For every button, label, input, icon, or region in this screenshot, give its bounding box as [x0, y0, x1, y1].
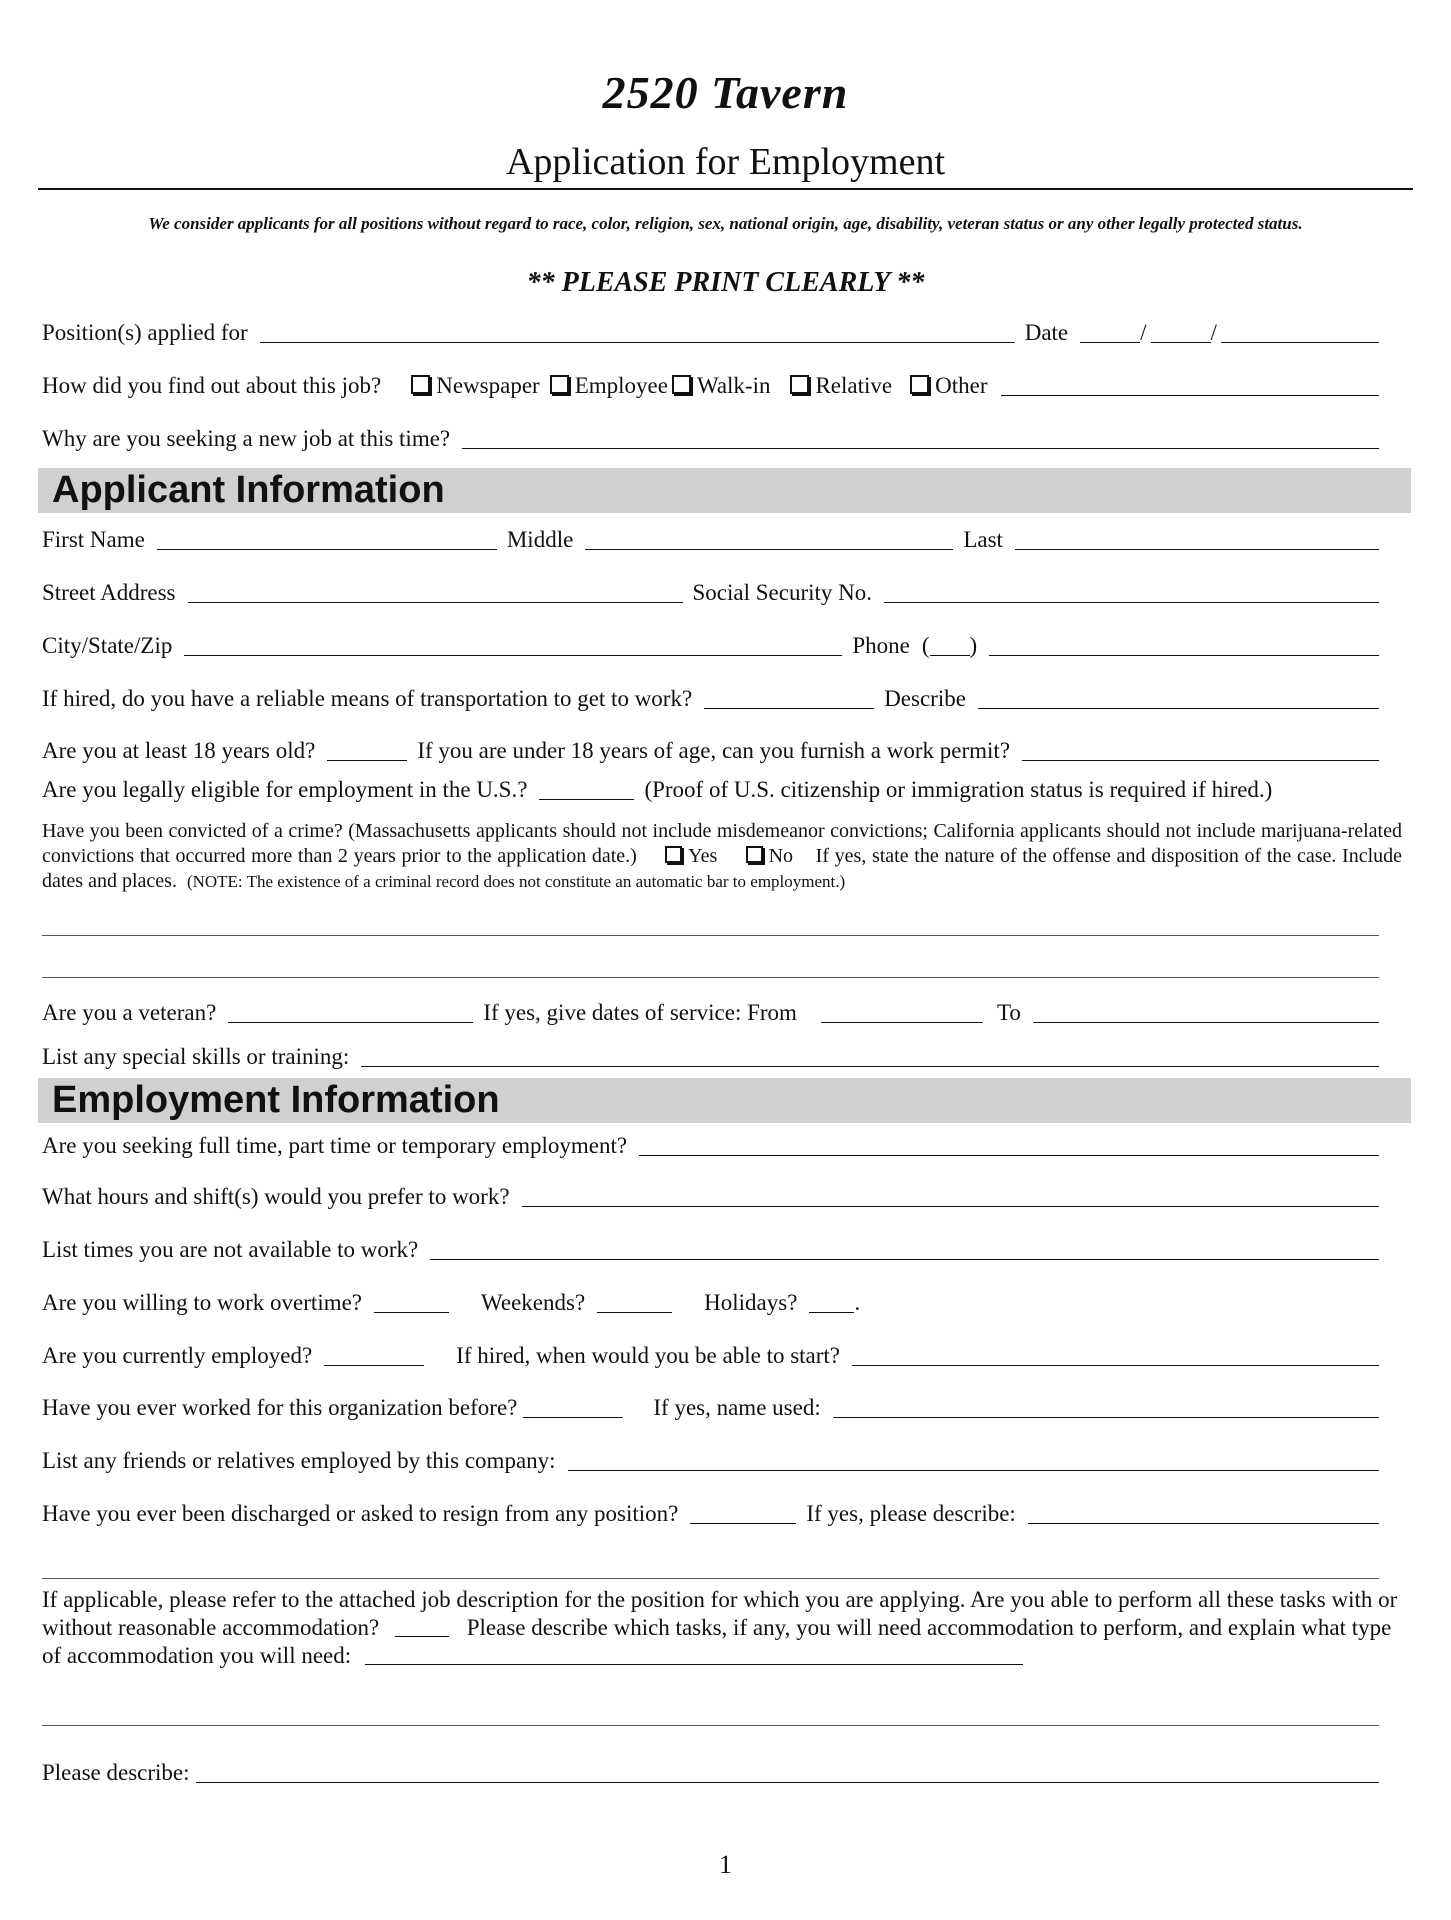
middle-name-field[interactable]	[585, 527, 953, 550]
city-phone-row	[42, 633, 1379, 659]
friends-row	[42, 1448, 1379, 1474]
why-label: Why are you seeking a new job at this time?	[42, 426, 451, 451]
transport-describe-field[interactable]	[978, 686, 1379, 709]
friends-label: List any friends or relatives employed by this company:	[42, 1448, 556, 1473]
accommodation-field[interactable]	[395, 1618, 449, 1637]
employment-type-label: Are you seeking full time, part time or temporary employment?	[42, 1133, 628, 1158]
street-label: Street Address	[42, 580, 176, 605]
last-name-field[interactable]	[1015, 527, 1379, 550]
crime-text: Have you been convicted of a crime? (Massachusetts applicants should not include misdemeanor convictions; California applicants should not include marijuana-related convictions that occurred more than 2 years prior to the application date.)	[42, 820, 1402, 867]
name-used-field[interactable]	[833, 1395, 1379, 1418]
name-used-label: If yes, name used:	[653, 1395, 821, 1420]
veteran-label: Are you a veteran?	[42, 1000, 217, 1025]
transport-label: If hired, do you have a reliable means of transportation to get to work?	[42, 686, 693, 711]
age-label: Are you at least 18 years old?	[42, 738, 316, 763]
skills-field[interactable]	[361, 1044, 1379, 1067]
overtime-label: Are you willing to work overtime?	[42, 1290, 363, 1315]
city-label: City/State/Zip	[42, 633, 173, 658]
service-from-field[interactable]	[821, 1000, 983, 1023]
option-walk-in[interactable]: Walk-in	[672, 373, 771, 399]
checkbox-icon[interactable]	[550, 375, 569, 394]
other-source-field[interactable]	[1001, 373, 1379, 396]
checkbox-icon[interactable]	[746, 846, 763, 863]
page-title: 2520 Tavern	[602, 67, 849, 118]
eligible-field[interactable]	[539, 777, 634, 800]
date-year-field[interactable]	[1221, 320, 1379, 343]
age-field[interactable]	[327, 738, 407, 761]
worked-before-row	[42, 1395, 1379, 1421]
current-employment-row	[42, 1343, 1379, 1369]
discharged-field[interactable]	[690, 1501, 796, 1524]
overtime-field[interactable]	[374, 1290, 449, 1313]
weekends-field[interactable]	[597, 1290, 672, 1313]
friends-field[interactable]	[568, 1448, 1379, 1471]
checkbox-icon[interactable]	[790, 375, 809, 394]
phone-paren-open: (	[921, 633, 930, 658]
crime-yes-label: Yes	[688, 845, 718, 867]
please-describe-field[interactable]	[196, 1760, 1379, 1783]
header-divider	[38, 188, 1413, 190]
holidays-field[interactable]	[809, 1290, 854, 1313]
street-field[interactable]	[188, 580, 683, 603]
employment-type-field[interactable]	[639, 1133, 1379, 1156]
date-day-field[interactable]	[1151, 320, 1211, 343]
reason-row	[42, 426, 1379, 452]
middle-name-label: Middle	[506, 527, 574, 552]
holidays-period: .	[854, 1290, 861, 1315]
ssn-label: Social Security No.	[692, 580, 873, 605]
crime-question	[42, 819, 1402, 894]
veteran-field[interactable]	[228, 1000, 473, 1023]
employment-section-header: Employment Information	[38, 1078, 1411, 1123]
checkbox-icon[interactable]	[665, 846, 682, 863]
phone-label: Phone	[852, 633, 910, 658]
unavailable-label: List times you are not available to work?	[42, 1237, 419, 1262]
date-separator: /	[1140, 320, 1147, 345]
phone-field[interactable]	[989, 633, 1379, 656]
reason-field[interactable]	[462, 426, 1379, 449]
transport-field[interactable]	[704, 686, 874, 709]
ssn-field[interactable]	[884, 580, 1379, 603]
employment-type-row	[42, 1133, 1379, 1159]
service-to-label: To	[996, 1000, 1021, 1025]
holidays-label: Holidays?	[704, 1290, 798, 1315]
position-field[interactable]	[260, 320, 1015, 343]
describe-label: Describe	[884, 686, 966, 711]
last-name-label: Last	[963, 527, 1003, 552]
referral-row	[42, 373, 1379, 399]
applicant-section-header: Applicant Information	[38, 468, 1411, 513]
employed-label: Are you currently employed?	[42, 1343, 313, 1368]
crime-details-line-2[interactable]	[42, 977, 1379, 978]
option-employee[interactable]: Employee	[550, 373, 668, 399]
date-separator: /	[1210, 320, 1217, 345]
eeo-statement: We consider applicants for all positions without regard to race, color, religion, sex, national origin, age, disability, veteran status or any other legally protected status.	[148, 214, 1303, 233]
please-describe-row	[42, 1760, 1379, 1786]
crime-details-line-1[interactable]	[42, 935, 1379, 936]
accommodation-followup: Please describe which tasks, if any, you will need accommodation to perform, and explain what type of accommodation you will need:	[42, 1615, 1392, 1668]
service-from-label: If yes, give dates of service: From	[483, 1000, 797, 1025]
print-notice: ** PLEASE PRINT CLEARLY **	[526, 267, 925, 298]
worked-before-field[interactable]	[523, 1395, 623, 1418]
checkbox-icon[interactable]	[672, 375, 691, 394]
position-label: Position(s) applied for	[42, 320, 248, 345]
unavailable-field[interactable]	[430, 1237, 1379, 1260]
option-newspaper[interactable]: Newspaper	[411, 373, 539, 399]
discharged-label: Have you ever been discharged or asked to resign from any position?	[42, 1501, 679, 1526]
start-label: If hired, when would you be able to start?	[456, 1343, 841, 1368]
option-relative[interactable]: Relative	[790, 373, 892, 399]
first-name-field[interactable]	[157, 527, 497, 550]
weekends-label: Weekends?	[481, 1290, 586, 1315]
page-number: 1	[719, 1850, 732, 1879]
accommodation-details-field[interactable]	[365, 1646, 1023, 1665]
accommodation-question	[42, 1586, 1412, 1670]
accommodation-text: If applicable, please refer to the attached job description for the position for which you are applying. Are you able to perform all these tasks with or without reasonable accommodation?	[42, 1587, 1398, 1640]
checkbox-icon[interactable]	[411, 375, 430, 394]
crime-followup: If yes, state the nature of the offense and disposition of the case. Include dates and places.	[42, 845, 1403, 892]
hours-field[interactable]	[522, 1184, 1379, 1207]
accommodation-details-line[interactable]	[42, 1725, 1379, 1726]
checkbox-icon[interactable]	[910, 375, 929, 394]
veteran-row	[42, 1000, 1379, 1026]
date-month-field[interactable]	[1080, 320, 1140, 343]
age-row	[42, 738, 1379, 764]
first-name-label: First Name	[42, 527, 145, 552]
permit-label: If you are under 18 years of age, can you furnish a work permit?	[417, 738, 1011, 763]
option-other[interactable]: Other	[910, 373, 987, 399]
worked-before-label: Have you ever worked for this organization before?	[42, 1395, 518, 1420]
city-state-zip-field[interactable]	[184, 633, 842, 656]
employed-field[interactable]	[324, 1343, 424, 1366]
service-to-field[interactable]	[1033, 1000, 1379, 1023]
skills-row	[42, 1044, 1379, 1070]
proof-note: (Proof of U.S. citizenship or immigration status is required if hired.)	[644, 777, 1273, 802]
permit-field[interactable]	[1022, 738, 1379, 761]
transport-row	[42, 686, 1379, 712]
discharged-details-line[interactable]	[42, 1578, 1379, 1579]
find-label: How did you find out about this job?	[42, 373, 382, 398]
eligible-label: Are you legally eligible for employment in the U.S.?	[42, 777, 528, 802]
date-label: Date	[1024, 320, 1069, 345]
unavailable-row	[42, 1237, 1379, 1263]
skills-label: List any special skills or training:	[42, 1044, 350, 1069]
start-field[interactable]	[852, 1343, 1379, 1366]
hours-label: What hours and shift(s) would you prefer to work?	[42, 1184, 510, 1209]
area-code-field[interactable]	[930, 633, 970, 656]
please-describe-label: Please describe:	[42, 1760, 190, 1785]
name-row	[42, 527, 1379, 553]
eligibility-row	[42, 777, 1379, 803]
overtime-row	[42, 1290, 1379, 1316]
crime-note: (NOTE: The existence of a criminal record does not constitute an automatic bar to employment.)	[186, 872, 846, 891]
discharged-row	[42, 1501, 1379, 1527]
page-subtitle: Application for Employment	[505, 141, 946, 183]
crime-no-label: No	[768, 845, 794, 867]
phone-paren-close: )	[969, 633, 978, 658]
position-row	[42, 320, 1379, 346]
hours-row	[42, 1184, 1379, 1210]
address-row	[42, 580, 1379, 606]
discharged-describe-field[interactable]	[1028, 1501, 1379, 1524]
discharged-describe-label: If yes, please describe:	[806, 1501, 1016, 1526]
